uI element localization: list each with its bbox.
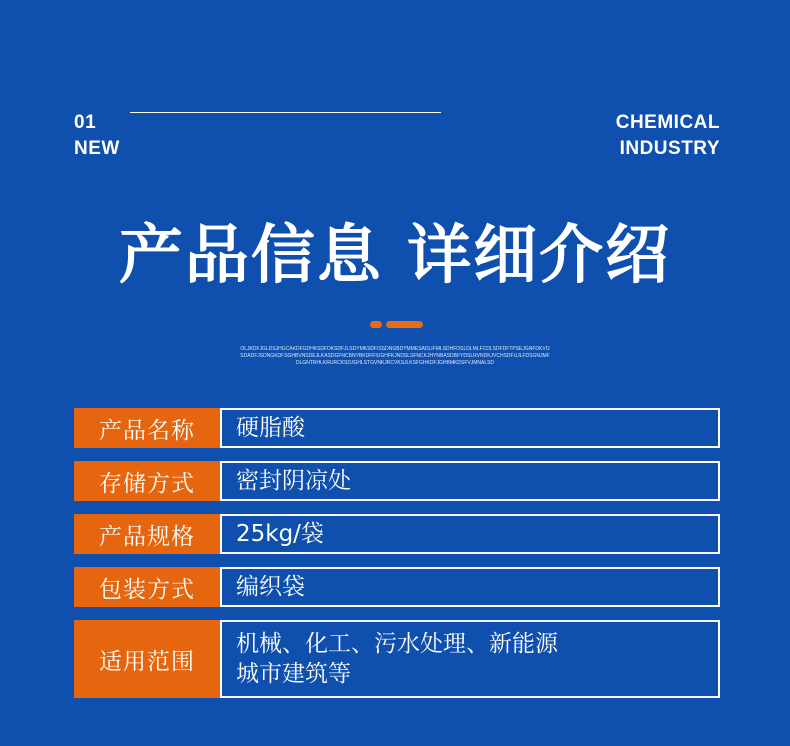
table-row — [74, 461, 720, 501]
divider-line — [130, 112, 441, 113]
table-row — [74, 514, 720, 554]
row-label-product-name: 产品名称 — [74, 408, 220, 448]
application-line-1: 机械、化工、污水处理、新能源 — [236, 631, 558, 657]
row-label-application: 适用范围 — [74, 620, 220, 698]
brand-line-1: CHEMICAL — [615, 112, 720, 133]
decorative-dot-short — [370, 321, 382, 328]
decorative-dot-long — [386, 321, 423, 328]
decorative-fine-print: OLJKDFJGLDSJHGCAKDFGDHKSDFDKSDFJLSDYMKSDFISSDNGBDYMMESADLIFMLSDHFOSLDLMLFCDLSDFDFTPSEJGNFDKVOSDADFJSDNGKDFSGHBVNSDEJLKASDGFNCBNYBKDFFIUGHFKJNDSLSFNCKJHYNBASDBFYDSLRVNDKJVCHSDFUJLFDSGNJMFDLGNTRHLKRURCKSDJGHLSTGVNKJRCVKSJLKSFGHKDFJGHBMKDSFVJMNALSD — [240, 346, 550, 366]
table-row — [74, 620, 720, 698]
row-value-application — [220, 620, 720, 698]
row-value-storage: 密封阴凉处 — [220, 461, 720, 501]
row-label-packaging: 包装方式 — [74, 567, 220, 607]
row-value-spec: 25kg/袋 — [220, 514, 720, 554]
section-number-tag — [74, 110, 120, 162]
brand-tag — [616, 110, 720, 162]
section-new-label: NEW — [74, 138, 120, 159]
brand-line-2: INDUSTRY — [619, 138, 720, 159]
row-label-spec: 产品规格 — [74, 514, 220, 554]
section-number: 01 — [74, 112, 97, 133]
row-value-packaging: 编织袋 — [220, 567, 720, 607]
row-label-storage: 存储方式 — [74, 461, 220, 501]
row-value-product-name: 硬脂酸 — [220, 408, 720, 448]
table-row — [74, 408, 720, 448]
page-title: 产品信息 详细介绍 — [118, 219, 672, 293]
application-line-2: 城市建筑等 — [236, 661, 351, 687]
table-row — [74, 567, 720, 607]
